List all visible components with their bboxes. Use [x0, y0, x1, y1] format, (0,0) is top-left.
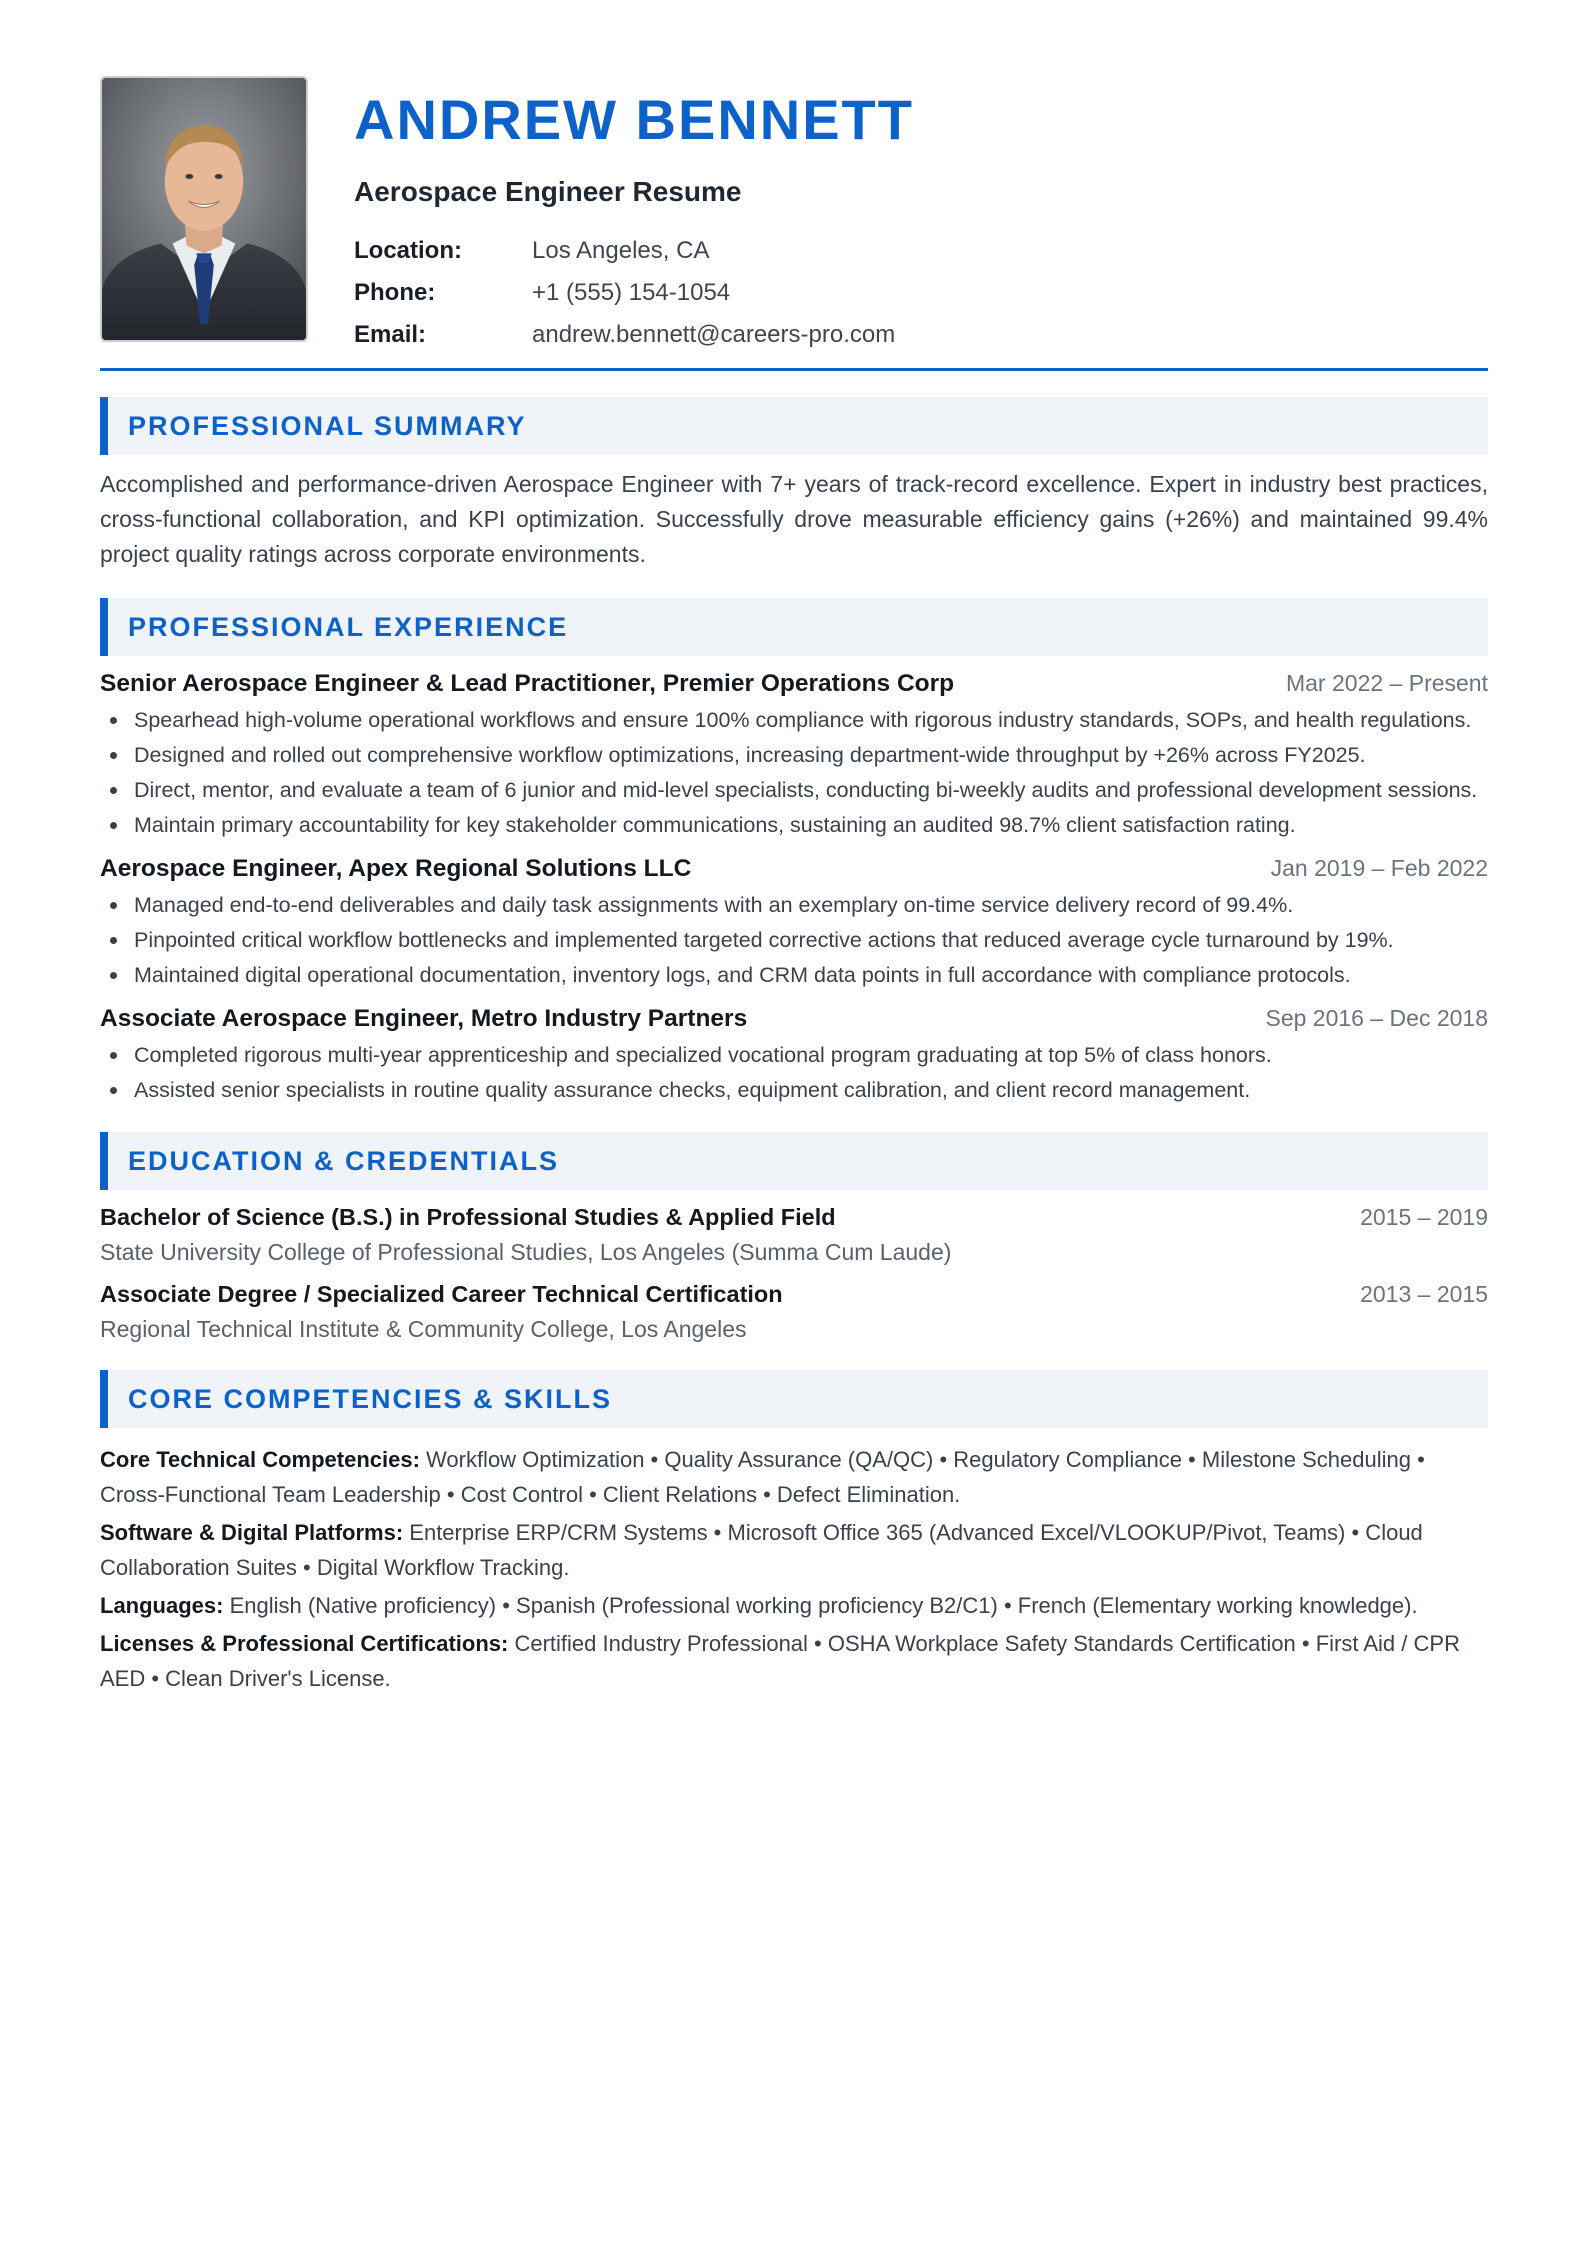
section-header-summary — [100, 397, 1488, 455]
education-school: State University College of Professional Studies, Los Angeles (Summa Cum Laude) — [100, 1239, 952, 1265]
skills-block — [100, 1442, 1488, 1696]
skill-label: Software & Digital Platforms: — [100, 1520, 410, 1545]
profile-photo — [100, 76, 308, 342]
skill-row — [100, 1442, 1488, 1512]
education-years: 2013 – 2015 — [1360, 1281, 1488, 1307]
contact-label: Location: — [354, 237, 462, 264]
job-bullets — [100, 1039, 1488, 1106]
education-school: Regional Technical Institute & Community College, Los Angeles — [100, 1316, 747, 1342]
job-bullets — [100, 889, 1488, 991]
contact-email — [354, 314, 914, 356]
resume-header — [100, 0, 1488, 348]
bullet-item: Maintain primary accountability for key stakeholder communications, sustaining an audited 98.7% client satisfaction rating. — [100, 809, 1488, 841]
job-date: Sep 2016 – Dec 2018 — [1265, 1005, 1488, 1031]
resume-subtitle: Aerospace Engineer Resume — [354, 176, 742, 207]
skill-text: Certified Industry Professional • OSHA Workplace Safety Standards Certification • First Aid / CPR AED • Clean Driver's License. — [100, 1631, 1460, 1691]
contact-block — [354, 230, 914, 356]
education-degree: Associate Degree / Specialized Career Technical Certification — [100, 1281, 783, 1307]
job-header — [100, 1005, 1488, 1033]
bullet-item: Maintained digital operational documentation, inventory logs, and CRM data points in full accordance with compliance protocols. — [100, 959, 1488, 991]
job-bullets — [100, 704, 1488, 841]
bullet-item: Designed and rolled out comprehensive workflow optimizations, increasing department-wide throughput by +26% across FY2025. — [100, 739, 1488, 771]
contact-phone — [354, 272, 914, 314]
job-date: Jan 2019 – Feb 2022 — [1270, 855, 1488, 881]
job-entry — [100, 670, 1488, 841]
contact-label: Email: — [354, 321, 427, 348]
contact-value: andrew.bennett@careers-pro.com — [532, 321, 896, 348]
skill-text: Enterprise ERP/CRM Systems • Microsoft Office 365 (Advanced Excel/VLOOKUP/Pivot, Teams) • Cloud Collaboration Suites • Digital Workflow Tracking. — [100, 1520, 1423, 1580]
section-header-education — [100, 1132, 1488, 1190]
education-degree: Bachelor of Science (B.S.) in Professional Studies & Applied Field — [100, 1204, 836, 1230]
candidate-name: ANDREW BENNETT — [354, 88, 914, 151]
section-title: PROFESSIONAL SUMMARY — [128, 410, 527, 441]
bullet-item: Completed rigorous multi-year apprenticeship and specialized vocational program graduating at top 5% of class honors. — [100, 1039, 1488, 1071]
job-entry — [100, 1005, 1488, 1106]
contact-value: +1 (555) 154-1054 — [532, 279, 731, 306]
bullet-item: Direct, mentor, and evaluate a team of 6 junior and mid-level specialists, conducting bi-weekly audits and professional development sessions. — [100, 774, 1488, 806]
skill-label: Core Technical Competencies: — [100, 1447, 427, 1472]
job-title: Senior Aerospace Engineer & Lead Practitioner, Premier Operations Corp — [100, 670, 955, 697]
bullet-item: Spearhead high-volume operational workflows and ensure 100% compliance with rigorous industry standards, SOPs, and health regulations. — [100, 704, 1488, 736]
section-title: PROFESSIONAL EXPERIENCE — [128, 611, 569, 642]
education-years: 2015 – 2019 — [1360, 1204, 1488, 1230]
skill-row — [100, 1588, 1488, 1623]
job-header — [100, 670, 1488, 698]
job-title: Associate Aerospace Engineer, Metro Industry Partners — [100, 1005, 748, 1032]
bullet-item: Pinpointed critical workflow bottlenecks and implemented targeted corrective actions that reduced average cycle turnaround by 19%. — [100, 924, 1488, 956]
job-title: Aerospace Engineer, Apex Regional Solutions LLC — [100, 855, 692, 882]
education-entry — [100, 1204, 1488, 1267]
job-date: Mar 2022 – Present — [1285, 670, 1488, 696]
section-header-skills — [100, 1370, 1488, 1428]
education-header — [100, 1204, 1488, 1231]
job-entry — [100, 855, 1488, 991]
section-title: CORE COMPETENCIES & SKILLS — [128, 1383, 613, 1414]
skill-text: Workflow Optimization • Quality Assurance (QA/QC) • Regulatory Compliance • Milestone Scheduling • Cross-Functional Team Leadership • Cost Control • Client Relations • Defect Elimination. — [100, 1447, 1425, 1507]
header-divider — [100, 368, 1488, 371]
education-header — [100, 1281, 1488, 1308]
education-entry — [100, 1281, 1488, 1344]
contact-location — [354, 230, 914, 272]
skill-text: English (Native proficiency) • Spanish (Professional working proficiency B2/C1) • French (Elementary working knowledge). — [229, 1593, 1418, 1618]
job-header — [100, 855, 1488, 883]
section-header-experience — [100, 598, 1488, 656]
skill-row — [100, 1626, 1488, 1696]
skill-label: Licenses & Professional Certifications: — [100, 1631, 515, 1656]
contact-label: Phone: — [354, 279, 436, 306]
header-info — [354, 76, 914, 348]
bullet-item: Managed end-to-end deliverables and daily task assignments with an exemplary on-time service delivery record of 99.4%. — [100, 889, 1488, 921]
summary-text: Accomplished and performance-driven Aerospace Engineer with 7+ years of track-record excellence. Expert in industry best practices, cross-functional collaboration, and KPI optimization. Successfully drove measurable efficiency gains (+26%) and maintained 99.4% project quality ratings across corporate environments. — [100, 471, 1488, 567]
skill-label: Languages: — [100, 1593, 230, 1618]
skill-row — [100, 1515, 1488, 1585]
section-title: EDUCATION & CREDENTIALS — [128, 1145, 560, 1176]
contact-value: Los Angeles, CA — [532, 237, 710, 264]
bullet-item: Assisted senior specialists in routine quality assurance checks, equipment calibration, and client record management. — [100, 1074, 1488, 1106]
